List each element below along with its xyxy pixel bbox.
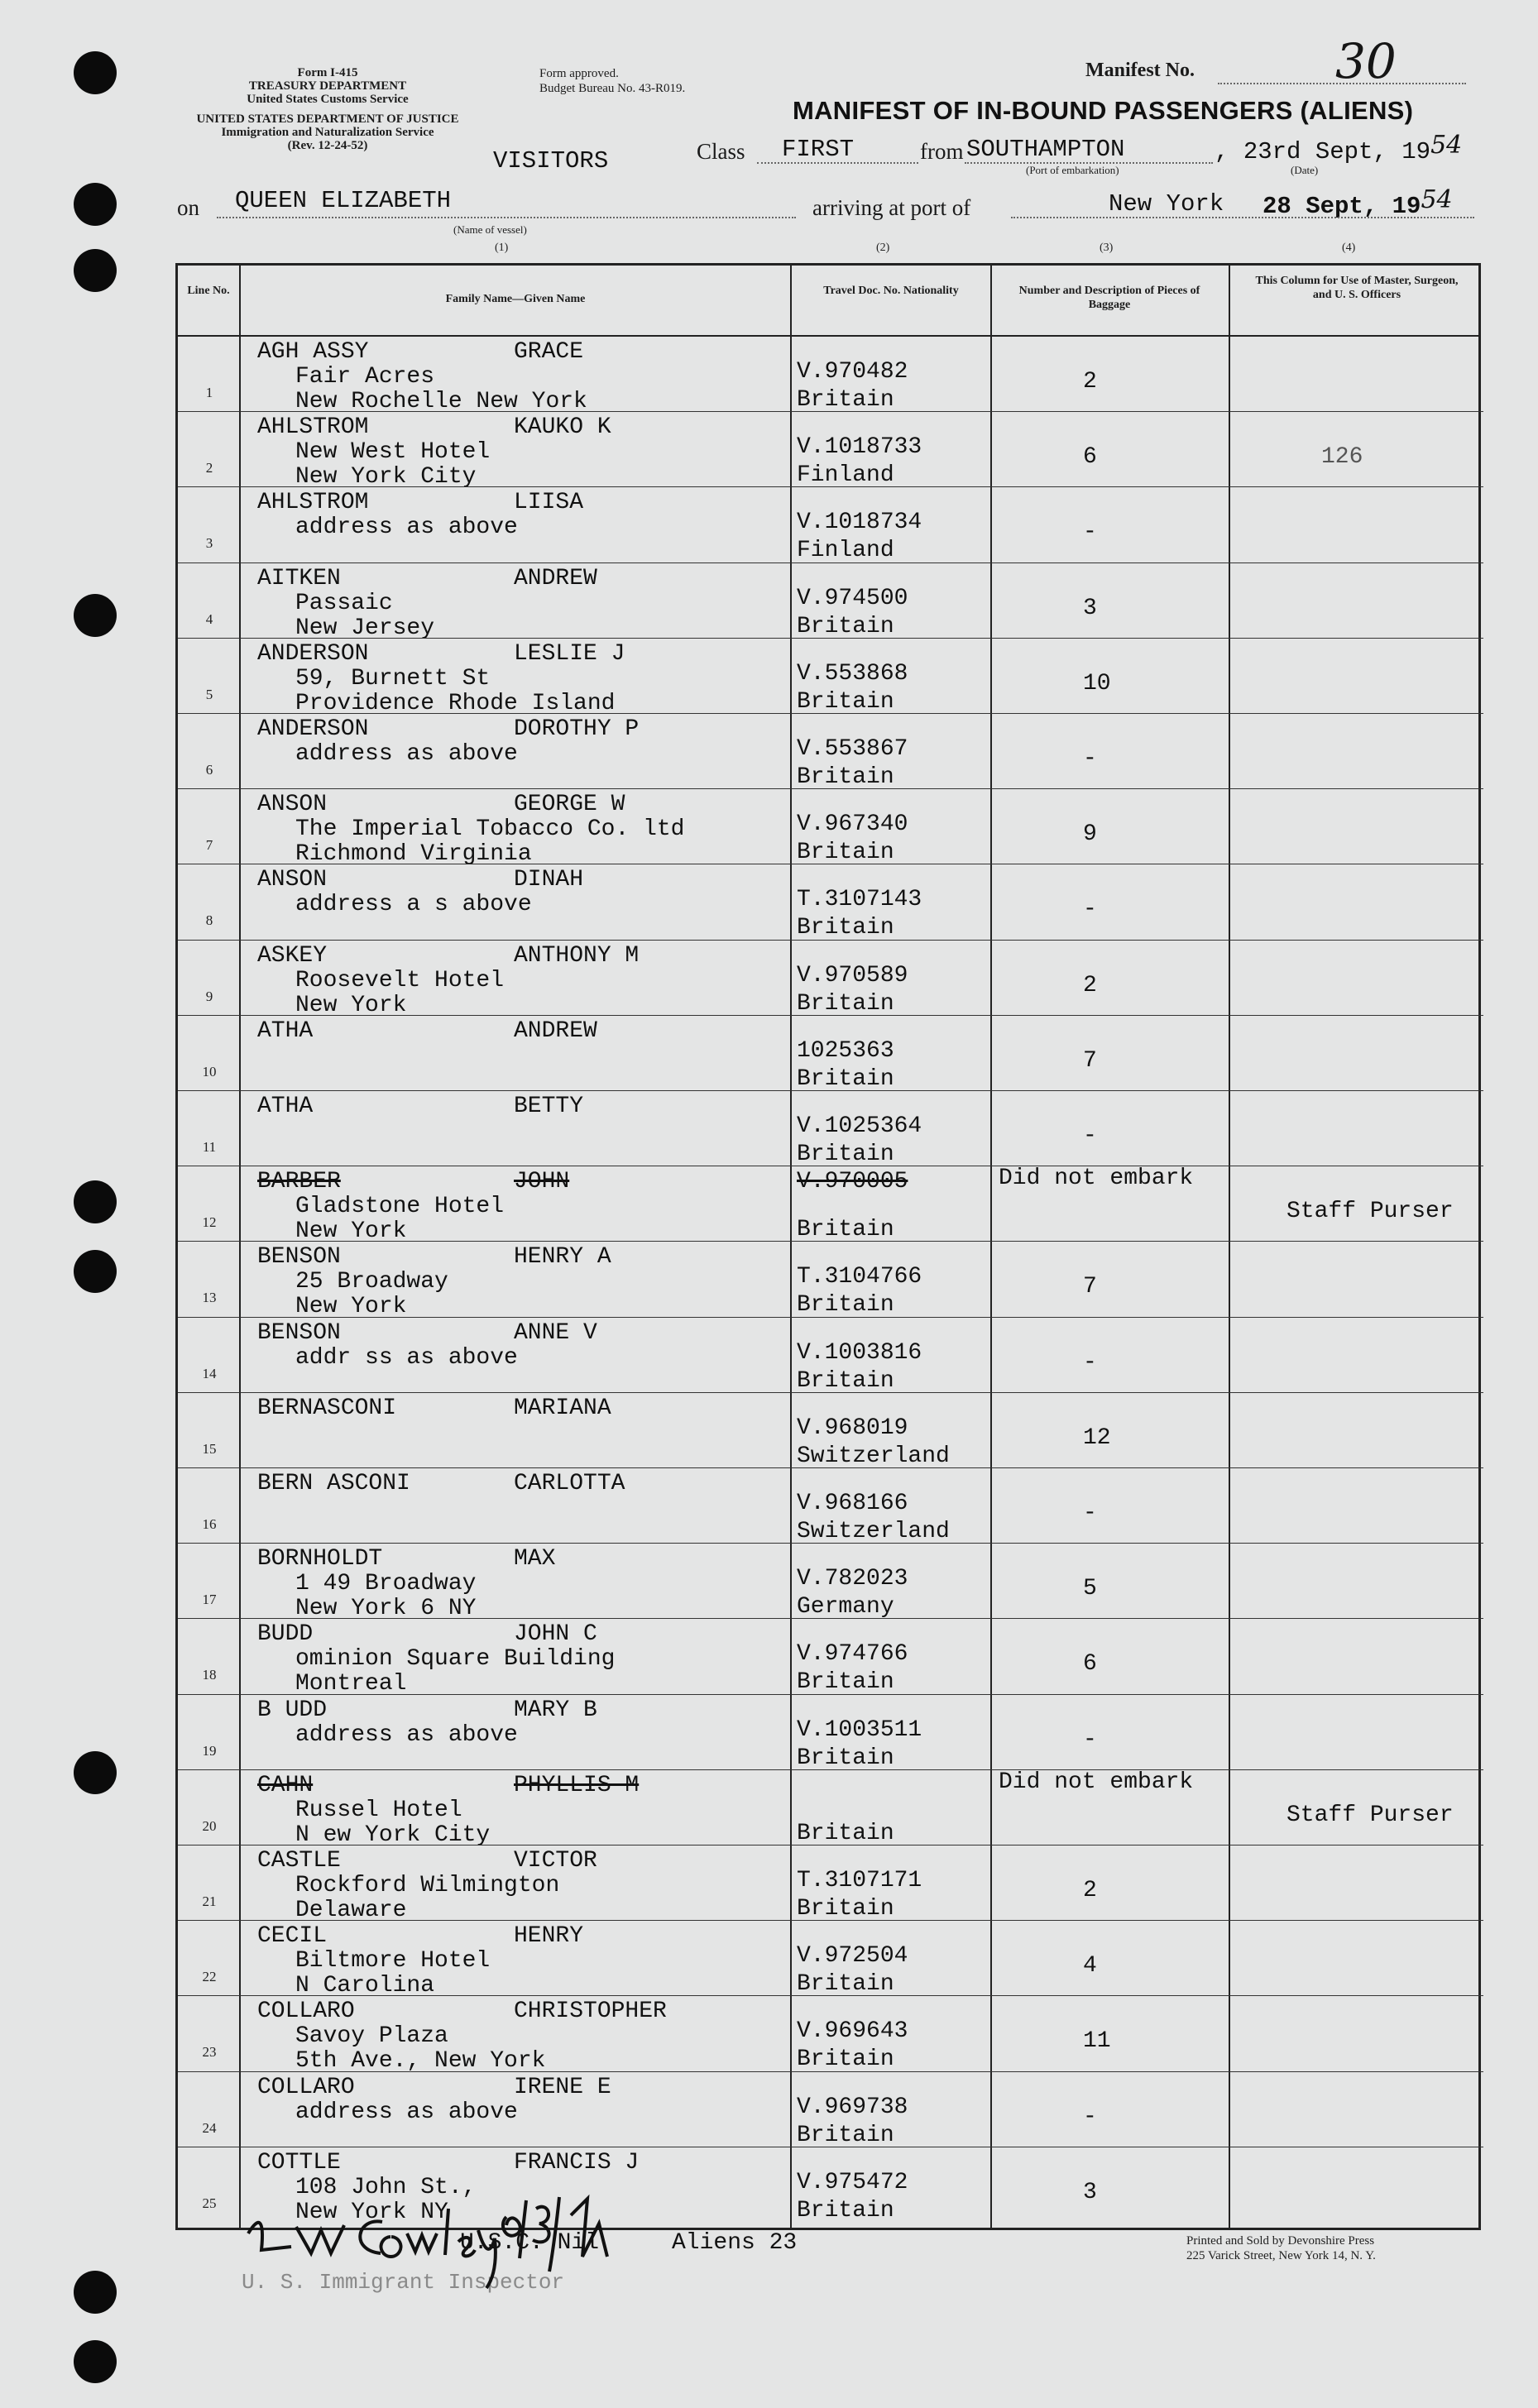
header-officers: This Column for Use of Master, Surgeon, and U. S. Officers [1255,275,1459,301]
given-name: MAX [514,1546,556,1573]
from-label: from [920,139,964,164]
family-name: ATHA [257,1017,314,1044]
family-name: ASKEY [257,942,328,969]
baggage: 5 [1083,1576,1097,1602]
nationality: Switzerland [797,1443,950,1469]
embark-date: , 23rd Sept, 1954 [1215,131,1463,165]
nationality: Britain [797,2047,894,2073]
given-name: LIISA [514,490,584,516]
address-line-1: addr ss as above [295,1344,518,1371]
address-line-2: N Carolina [295,1973,435,1999]
line-number: 17 [202,1592,217,1608]
given-name: HENRY A [514,1244,611,1271]
address-line-2: New York [295,1218,407,1245]
baggage: 2 [1083,1878,1097,1903]
given-name: CARLOTTA [514,1471,625,1496]
family-name: BENSON [257,1319,341,1346]
table-row [178,337,1483,412]
date-caption: (Date) [1291,164,1319,176]
ins-service: Immigration and Naturalization Service [221,126,434,139]
family-name: COLLARO [257,1999,355,2025]
family-name: BORNHOLDT [257,1546,383,1573]
address-line-2: New York 6 NY [295,1596,477,1622]
nationality: Britain [797,387,894,413]
table-row [178,864,1483,940]
header-travel-doc: Travel Doc. No. Nationality [823,285,959,297]
travel-doc-no: V.974766 [797,1641,908,1668]
line-number: 19 [202,1742,217,1759]
table-row [178,789,1483,868]
travel-doc-no: V.968166 [797,1491,908,1516]
baggage: 9 [1083,821,1097,848]
justice-dept: UNITED STATES DEPARTMENT OF JUSTICE [196,113,459,126]
travel-doc-no: V.1003816 [797,1339,922,1366]
line-number: 12 [202,1214,217,1231]
travel-doc-no: V.970005 [797,1169,908,1195]
address-line-1: New West Hotel [295,439,491,466]
baggage: - [1083,746,1097,772]
travel-doc-no: V.967340 [797,811,908,838]
travel-doc-no: V.969643 [797,2018,908,2045]
line-number: 4 [205,610,213,627]
given-name: MARY B [514,1697,597,1723]
baggage: - [1083,1123,1097,1149]
travel-doc-no: V.553868 [797,660,908,687]
arrival-date: 28 Sept, 1954 [1263,185,1453,220]
binder-hole [74,1250,117,1293]
table-row [178,1921,1483,1999]
address-line-2: New York NY [295,2199,448,2225]
given-name: GRACE [514,339,584,365]
nationality: Britain [797,688,894,715]
port-of-embarkation: SOUTHAMPTON [966,136,1125,163]
header-line-no: Line No. [187,285,230,297]
table-row [178,1468,1483,1544]
table-row [178,1769,1483,1848]
budget-bureau: Budget Bureau No. 43-R019. [539,82,686,95]
nationality: Germany [797,1594,894,1620]
baggage: - [1083,897,1097,923]
baggage: 11 [1083,2028,1111,2055]
address-line-1: address as above [295,1721,518,1748]
class-label: Class [697,139,745,164]
baggage: Did not embark [999,1166,1194,1192]
table-row [178,941,1483,1016]
line-number: 1 [205,385,213,400]
address-line-1: Passaic [295,590,393,616]
family-name: BERN ASCONI [257,1471,410,1496]
col-no-3: (3) [1100,242,1114,254]
table-row [178,1091,1483,1166]
travel-doc-no: V.553867 [797,736,908,762]
address-line-1: Rockford Wilmington [295,1873,560,1898]
given-name: CHRISTOPHER [514,1999,667,2025]
table-row [178,1318,1483,1393]
vessel-caption: (Name of vessel) [453,223,527,236]
given-name: ANTHONY M [514,942,640,969]
given-name: VICTOR [514,1848,597,1874]
baggage: - [1083,2104,1097,2130]
nationality: Britain [797,2197,894,2224]
address-line-2: New Rochelle New York [295,389,587,414]
given-name: ANNE V [514,1319,597,1346]
nationality: Switzerland [797,1519,950,1544]
table-row [178,412,1483,491]
address-line-2: New York [295,1294,407,1320]
form-approval [539,66,685,96]
nationality: Britain [797,1971,894,1998]
given-name: ANDREW [514,1017,597,1044]
treasury-dept: TREASURY DEPARTMENT [248,79,407,93]
address-line-1: The Imperial Tobacco Co. ltd [295,816,685,843]
baggage: 2 [1083,369,1097,395]
given-name: JOHN C [514,1621,597,1648]
officer-note: Staff Purser [1286,1802,1454,1828]
address-line-1: 1 49 Broadway [295,1571,477,1597]
revision-date: (Rev. 12-24-52) [287,139,368,152]
table-row [178,1996,1483,2075]
family-name: AGH ASSY [257,339,369,365]
travel-doc-no: T.3107143 [797,887,922,913]
line-number: 25 [202,2195,217,2211]
travel-doc-no: V.975472 [797,2169,908,2195]
baggage: 2 [1083,972,1097,998]
inspector-signature [242,2167,622,2291]
line-number: 8 [205,912,213,929]
table-row [178,2072,1483,2147]
travel-doc-no: V.969738 [797,2094,908,2120]
baggage: 4 [1083,1953,1097,1980]
nationality: Britain [797,1292,894,1319]
table-row [178,1845,1483,1921]
travel-doc-no: V.1018734 [797,510,922,536]
given-name: FRANCIS J [514,2149,640,2176]
col-no-4: (4) [1342,242,1356,254]
given-name: BETTY [514,1094,584,1119]
on-label: on [177,195,199,220]
nationality: Britain [797,840,894,866]
manifest-title: MANIFEST OF IN-BOUND PASSENGERS (ALIENS) [793,96,1414,125]
family-name: COTTLE [257,2149,341,2176]
address-line-1: Russel Hotel [295,1797,462,1823]
binder-hole [74,1180,117,1223]
given-name: KAUKO K [514,414,611,441]
family-name: ANDERSON [257,640,369,667]
given-name: PHYLLIS M [514,1772,640,1798]
address-line-1: Biltmore Hotel [295,1948,491,1975]
vessel-name: QUEEN ELIZABETH [235,187,452,214]
header-baggage: Number and Description of Pieces of Baggage [1018,285,1200,311]
address-line-1: address as above [295,741,518,767]
line-number: 5 [205,686,213,702]
address-line-1: address as above [295,515,518,541]
baggage: 7 [1083,1274,1097,1300]
line-number: 15 [202,1440,217,1457]
nationality: Finland [797,462,894,489]
line-number: 14 [202,1365,217,1381]
given-name: HENRY [514,1923,584,1950]
officer-note: 126 [1321,444,1363,471]
port-caption: (Port of embarkation) [1026,164,1119,176]
address-line-2: New York [295,992,407,1018]
line-number: 20 [202,1817,217,1834]
line-number: 7 [205,837,213,854]
table-row [178,487,1483,563]
line-number: 24 [202,2119,217,2136]
nationality: Britain [797,1065,894,1092]
travel-doc-no: T.3107171 [797,1868,922,1893]
family-name: B UDD [257,1697,328,1723]
address-line-1: 108 John St., [295,2174,477,2200]
given-name: DOROTHY P [514,716,640,742]
address-line-1: 25 Broadway [295,1269,448,1295]
visitors-label: VISITORS [493,147,609,175]
table-row [178,1242,1483,1320]
baggage: - [1083,1349,1097,1376]
baggage: 3 [1083,2179,1097,2205]
binder-hole [74,1751,117,1794]
form-approved: Form approved. [539,67,619,80]
address-line-1: address as above [295,2099,518,2125]
address-line-2: 5th Ave., New York [295,2048,546,2075]
class-value: FIRST [782,136,855,163]
family-name: AITKEN [257,565,341,591]
travel-doc-no: V.1018733 [797,434,922,461]
baggage: 12 [1083,1424,1111,1451]
family-name: AHLSTROM [257,414,369,441]
nationality: Britain [797,1745,894,1771]
travel-doc-no: V.972504 [797,1943,908,1970]
family-name: BERNASCONI [257,1395,397,1421]
travel-doc-no: 1025363 [797,1037,894,1064]
travel-doc-no: V.1025364 [797,1113,922,1139]
address-line-1: Savoy Plaza [295,2023,448,2050]
line-number: 21 [202,1893,217,1909]
address-line-2: New York City [295,464,477,491]
baggage: 6 [1083,1651,1097,1678]
nationality: Britain [797,764,894,790]
address-line-2: New Jersey [295,615,435,641]
baggage: 7 [1083,1047,1097,1074]
family-name: ATHA [257,1094,314,1119]
given-name: LESLIE J [514,640,625,667]
family-name: BENSON [257,1244,341,1271]
line-number: 6 [205,762,213,778]
form-number: Form I-415 [297,66,358,79]
address-line-1: Roosevelt Hotel [295,967,505,993]
travel-doc-no: V.782023 [797,1566,908,1592]
nationality: Britain [797,990,894,1017]
table-row [178,639,1483,714]
nationality: Britain [797,1669,894,1696]
line-number: 2 [205,460,213,476]
given-name: ANDREW [514,565,597,591]
binder-hole [74,2340,117,2383]
line-number: 23 [202,2044,217,2061]
table-row [178,1166,1483,1245]
travel-doc-no: V.968019 [797,1415,908,1441]
arrival-port: New York [1109,190,1224,218]
line-number: 9 [205,988,213,1004]
table-row [178,1695,1483,1770]
baggage: Did not embark [999,1769,1194,1795]
travel-doc-no: V.974500 [797,585,908,611]
address-line-2: Delaware [295,1898,407,1923]
address-line-2: Providence Rhode Island [295,690,616,716]
baggage: 3 [1083,595,1097,621]
table-row [178,1544,1483,1622]
address-line-1: address a s above [295,892,532,918]
nationality: Britain [797,1896,894,1922]
nationality: Britain [797,1217,894,1243]
address-line-2: N ew York City [295,1822,491,1848]
line-number: 3 [205,535,213,552]
nationality: Britain [797,1820,894,1846]
given-name: GEORGE W [514,792,625,818]
line-number: 18 [202,1667,217,1683]
baggage: - [1083,519,1097,546]
address-line-2: Richmond Virginia [295,841,532,868]
binder-hole [74,183,117,226]
address-line-2: Montreal [295,1671,407,1697]
baggage: - [1083,1726,1097,1753]
binder-hole [74,249,117,292]
line-number: 10 [202,1063,217,1080]
manifest-number: 30 [1335,33,1397,89]
baggage: - [1083,1501,1097,1526]
form-header-justice [175,113,480,152]
col-no-1: (1) [495,242,509,254]
travel-doc-no: V.970589 [797,962,908,989]
family-name: ANSON [257,792,328,818]
aliens-count: Aliens 23 [672,2230,798,2256]
line-number: 16 [202,1516,217,1532]
table-row [178,714,1483,789]
nationality: Britain [797,2122,894,2148]
line-number: 22 [202,1969,217,1985]
usc-count: U.S.C. Nil [460,2230,600,2256]
family-name: ANSON [257,867,328,893]
family-name: AHLSTROM [257,490,369,516]
nationality: Britain [797,613,894,639]
printer-credit: Printed and Sold by Devonshire Press 225 Varick Street, New York 14, N. Y. [1186,2234,1376,2262]
col-no-2: (2) [876,242,890,254]
binder-hole [74,2271,117,2314]
baggage: 6 [1083,444,1097,471]
family-name: CECIL [257,1923,328,1950]
table-row [178,1393,1483,1468]
nationality: Britain [797,1367,894,1394]
binder-hole [74,51,117,94]
address-line-1: Fair Acres [295,364,435,390]
family-name: CAHN [257,1772,314,1798]
table-row [178,1619,1483,1697]
given-name: DINAH [514,867,584,893]
form-header-left [204,66,452,106]
travel-doc-no: V.1003511 [797,1716,922,1743]
table-row [178,1016,1483,1091]
line-number: 13 [202,1290,217,1306]
given-name: IRENE E [514,2074,611,2100]
address-line-1: Gladstone Hotel [295,1194,505,1220]
family-name: CASTLE [257,1848,341,1874]
binder-hole [74,594,117,637]
address-line-1: ominion Square Building [295,1646,616,1673]
family-name: COLLARO [257,2074,355,2100]
address-line-1: 59, Burnett St [295,665,491,692]
nationality: Britain [797,1142,894,1167]
header-name: Family Name—Given Name [445,293,586,305]
inspector-caption: U. S. Immigrant Inspector [242,2270,565,2295]
travel-doc-no: V.970482 [797,359,908,385]
table-row [178,563,1483,639]
family-name: BARBER [257,1169,341,1195]
manifest-no-label: Manifest No. [1085,60,1195,81]
family-name: ANDERSON [257,716,369,742]
passenger-table [175,263,1481,2230]
officer-note: Staff Purser [1286,1199,1454,1225]
line-number: 11 [202,1139,217,1155]
customs-service: United States Customs Service [247,93,409,106]
nationality: Britain [797,915,894,941]
nationality: Finland [797,538,894,564]
baggage: 10 [1083,670,1111,697]
given-name: JOHN [514,1169,570,1195]
given-name: MARIANA [514,1395,611,1421]
family-name: BUDD [257,1621,314,1648]
arriving-label: arriving at port of [812,195,971,220]
travel-doc-no: T.3104766 [797,1264,922,1290]
